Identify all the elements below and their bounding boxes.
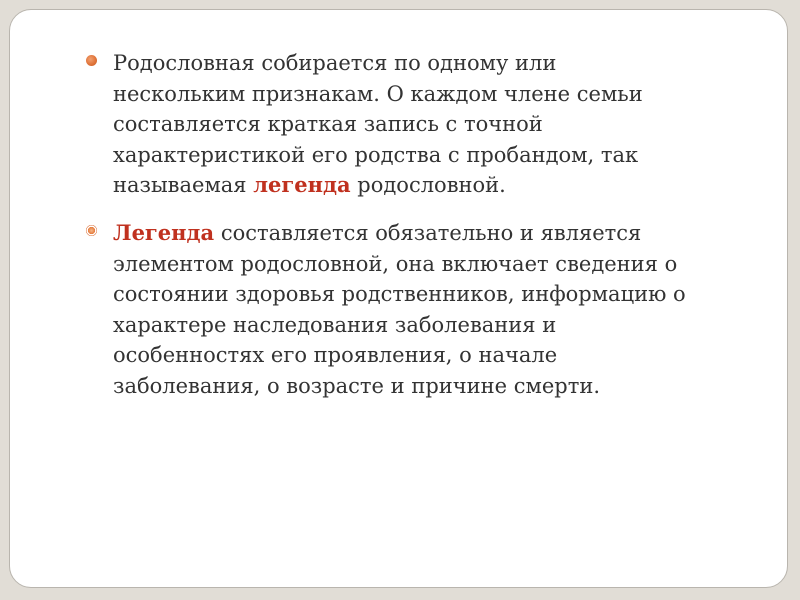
bullet-text bbox=[113, 218, 778, 401]
text-line: характеристикой его родства с пробандом, так bbox=[113, 142, 639, 167]
text-line: особенностях его проявления, о начале bbox=[113, 343, 558, 367]
highlighted-term: Легенда bbox=[113, 220, 215, 245]
ring-circle-bullet-icon bbox=[86, 225, 97, 236]
highlighted-term: легенда bbox=[253, 172, 351, 197]
text-line: состоянии здоровья родственников, информацию о bbox=[113, 282, 686, 306]
text-segment: называемая bbox=[113, 173, 254, 197]
text-line: Родословная собирается по одному или bbox=[113, 51, 557, 75]
bullet-text bbox=[113, 48, 778, 201]
text-segment: родословной. bbox=[350, 173, 506, 197]
text-line: характере наследования заболевания и bbox=[113, 312, 557, 337]
text-line bbox=[113, 218, 778, 249]
text-segment: составляется обязательно и является bbox=[214, 221, 642, 245]
text-line: составляется краткая запись с точной bbox=[113, 112, 543, 136]
text-line: заболевания, о возрасте и причине смерти. bbox=[113, 373, 600, 398]
text-line: нескольким признакам. О каждом члене семьи bbox=[113, 81, 643, 106]
text-line bbox=[113, 170, 778, 201]
text-line: элементом родословной, она включает сведения о bbox=[113, 251, 678, 276]
solid-circle-bullet-icon bbox=[86, 55, 97, 66]
slide bbox=[9, 9, 788, 588]
